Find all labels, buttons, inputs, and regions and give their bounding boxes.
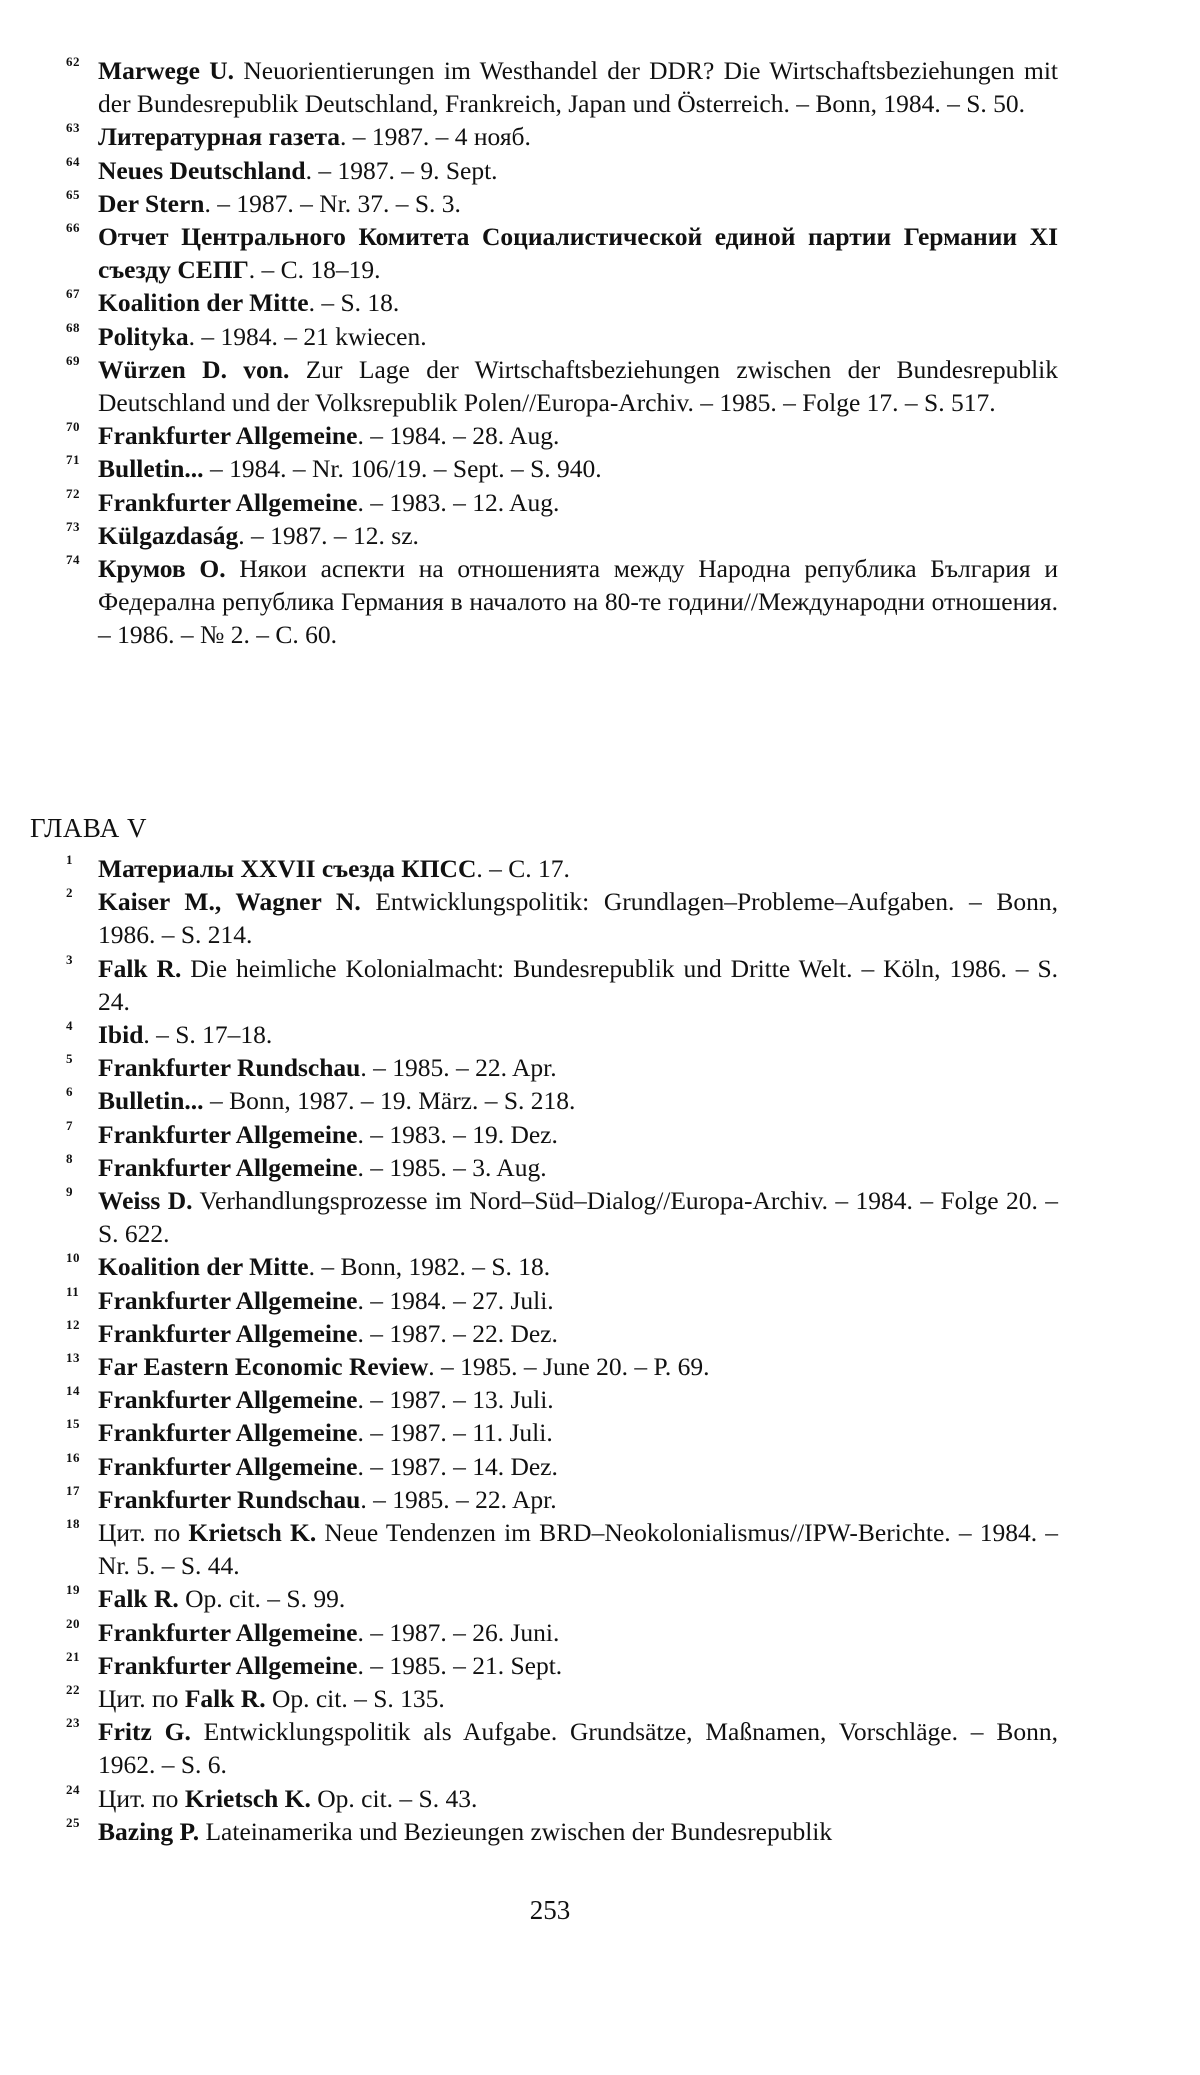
footnote-text: Литературная газета. – 1987. – 4 нояб. xyxy=(98,122,531,152)
footnote-item xyxy=(0,552,1058,652)
footnote-number: 68 xyxy=(66,319,80,335)
footnote-number: 11 xyxy=(66,1283,80,1299)
footnote-text: Материалы XXVII съезда КПСС. – С. 17. xyxy=(98,854,570,883)
footnote-text: Frankfurter Allgemeine. – 1984. – 27. Juli. xyxy=(98,1285,554,1315)
footnote-text: Far Eastern Economic Review. – 1985. – June 20. – P. 69. xyxy=(98,1352,710,1382)
footnote-number: 70 xyxy=(66,419,80,435)
footnote-item xyxy=(0,1815,1058,1848)
footnote-text: Frankfurter Allgemeine. – 1985. – 3. Aug. xyxy=(98,1152,547,1182)
footnote-item xyxy=(0,1516,1058,1582)
footnote-item xyxy=(0,952,1058,1018)
footnote-item xyxy=(0,1416,1058,1449)
footnote-item xyxy=(0,1284,1058,1317)
footnote-text: Отчет Центрального Комитета Социалистической единой партии Германии XI съезду СЕПГ. – С. 18–19. xyxy=(98,222,1058,285)
footnote-text: Frankfurter Allgemeine. – 1987. – 26. Juni. xyxy=(98,1617,560,1647)
footnote-number: 13 xyxy=(66,1350,80,1366)
footnote-text: Koalition der Mitte. – Bonn, 1982. – S. 18. xyxy=(98,1252,551,1282)
footnote-item xyxy=(0,852,1058,885)
footnote-text: Цит. по Falk R. Op. cit. – S. 135. xyxy=(98,1684,445,1714)
footnote-item xyxy=(0,1616,1058,1649)
footnote-number: 73 xyxy=(66,518,80,534)
footnote-number: 14 xyxy=(66,1383,80,1399)
footnote-text: Würzen D. von. Zur Lage der Wirtschaftsbeziehungen zwischen der Bundesrepublik Deutschland und der Volksrepublik Polen//Europa-Archiv. – 1985. – Folge 17. – S. 517. xyxy=(98,354,1058,418)
footnote-item xyxy=(0,1450,1058,1483)
footnote-number: 62 xyxy=(66,54,80,69)
footnote-text: Bazing P. Lateinamerika und Bezieungen zwischen der Bundesrepublik xyxy=(98,1816,833,1846)
footnote-number: 4 xyxy=(66,1018,73,1034)
footnote-text: Kaiser M., Wagner N. Entwicklungspolitik: Grundlagen–Probleme–Aufgaben. – Bonn, 1986. – S. 214. xyxy=(98,887,1058,950)
footnote-number: 16 xyxy=(66,1449,80,1465)
footnote-number: 7 xyxy=(66,1117,73,1133)
footnote-number: 17 xyxy=(66,1482,80,1498)
footnote-number: 23 xyxy=(66,1715,80,1731)
chapter-5-notes-list xyxy=(0,852,1200,1848)
footnote-item xyxy=(0,1317,1058,1350)
page-number: 253 xyxy=(529,1895,571,1925)
footnote-text: Frankfurter Allgemeine. – 1987. – 22. Dez. xyxy=(98,1318,558,1348)
footnote-number: 20 xyxy=(66,1615,80,1631)
footnote-text: Polityka. – 1984. – 21 kwiecen. xyxy=(98,321,427,351)
footnote-item xyxy=(0,1582,1058,1615)
footnote-text: Frankfurter Allgemeine. – 1987. – 13. Juli. xyxy=(98,1385,554,1415)
footnote-text: Külgazdaság. – 1987. – 12. sz. xyxy=(98,520,419,550)
footnote-number: 25 xyxy=(66,1814,80,1830)
footnote-number: 71 xyxy=(66,452,80,468)
footnote-item xyxy=(0,1350,1058,1383)
footnote-text: Koalition der Mitte. – S. 18. xyxy=(98,288,400,318)
footnote-number: 63 xyxy=(66,120,80,136)
footnote-item xyxy=(0,1715,1058,1781)
footnote-text: Ibid. – S. 17–18. xyxy=(98,1020,273,1050)
footnote-number: 66 xyxy=(66,220,80,236)
footnote-item xyxy=(0,1084,1058,1117)
footnote-item xyxy=(0,1184,1058,1250)
footnote-number: 9 xyxy=(66,1184,73,1200)
footnote-item xyxy=(0,452,1058,485)
footnote-text: Weiss D. Verhandlungsprozesse im Nord–Süd–Dialog//Europa-Archiv. – 1984. – Folge 20. – S. 622. xyxy=(98,1186,1058,1249)
footnote-text: Frankfurter Rundschau. – 1985. – 22. Apr. xyxy=(98,1053,557,1083)
footnote-item xyxy=(0,120,1058,153)
footnote-text: Der Stern. – 1987. – Nr. 37. – S. 3. xyxy=(98,188,461,218)
footnote-item xyxy=(0,519,1058,552)
footnote-number: 2 xyxy=(66,885,73,901)
footnote-item xyxy=(0,1151,1058,1184)
footnote-number: 19 xyxy=(66,1582,80,1598)
footnote-text: Neues Deutschland. – 1987. – 9. Sept. xyxy=(98,155,498,185)
footnote-item xyxy=(0,1018,1058,1051)
footnote-number: 15 xyxy=(66,1416,80,1432)
footnote-text: Frankfurter Allgemeine. – 1987. – 11. Juli. xyxy=(98,1418,553,1448)
footnote-item xyxy=(0,1383,1058,1416)
footnote-text: Frankfurter Allgemeine. – 1983. – 12. Aug. xyxy=(98,487,560,517)
footnote-text: Цит. по Krietsch K. Op. cit. – S. 43. xyxy=(98,1783,478,1813)
footnote-number: 10 xyxy=(66,1250,80,1266)
footnote-number: 6 xyxy=(66,1084,73,1100)
footnote-number: 18 xyxy=(66,1516,80,1532)
footnote-number: 24 xyxy=(66,1781,80,1797)
footnote-text: Frankfurter Allgemeine. – 1985. – 21. Sept. xyxy=(98,1650,563,1680)
footnote-number: 64 xyxy=(66,153,80,169)
footnote-item xyxy=(0,353,1058,419)
footnote-text: Falk R. Op. cit. – S. 99. xyxy=(98,1584,346,1614)
footnote-item xyxy=(0,1682,1058,1715)
footnote-number: 3 xyxy=(66,951,73,967)
footnote-item xyxy=(0,1782,1058,1815)
footnote-number: 8 xyxy=(66,1150,73,1166)
footnote-item xyxy=(0,1250,1058,1283)
footnote-item xyxy=(0,486,1058,519)
footnote-text: Frankfurter Allgemeine. – 1984. – 28. Aug. xyxy=(98,421,560,451)
footnote-number: 72 xyxy=(66,485,80,501)
footnote-number: 5 xyxy=(66,1051,73,1067)
footnote-item xyxy=(0,1118,1058,1151)
footnote-number: 21 xyxy=(66,1648,80,1664)
footnote-item xyxy=(0,220,1058,286)
footnote-item xyxy=(0,286,1058,319)
footnote-text: Marwege U. Neuorientierungen im Westhandel der DDR? Die Wirtschaftsbeziehungen mit der Bundesrepublik Deutschland, Frankreich, Japan und Österreich. – Bonn, 1984. – S. 50. xyxy=(98,56,1058,119)
footnote-text: Bulletin... – Bonn, 1987. – 19. März. – S. 218. xyxy=(98,1086,576,1116)
footnote-item xyxy=(0,1051,1058,1084)
footnote-text: Цит. по Krietsch K. Neue Tendenzen im BRD–Neokolonialismus//IPW-Berichte. – 1984. – Nr. 5. – S. 44. xyxy=(98,1518,1059,1581)
footnote-item xyxy=(0,187,1058,220)
footnote-item xyxy=(0,154,1058,187)
footnote-text: Falk R. Die heimliche Kolonialmacht: Bundesrepublik und Dritte Welt. – Köln, 1986. – S. 24. xyxy=(98,953,1058,1016)
footnote-item xyxy=(0,419,1058,452)
chapter-4-notes-list xyxy=(0,54,1200,652)
footnote-item xyxy=(0,320,1058,353)
footnote-text: Крумов О. Някои аспекти на отношенията между Народна република България и Федерална република Германия в началото на 80-те години//Международни отношения. – 1986. – № 2. – С. 60. xyxy=(98,554,1058,650)
footnote-number: 69 xyxy=(66,352,80,368)
footnote-item xyxy=(0,1649,1058,1682)
chapter-heading: ГЛАВА V xyxy=(30,813,147,843)
footnote-item xyxy=(0,1483,1058,1516)
footnote-text: Fritz G. Entwicklungspolitik als Aufgabe. Grundsätze, Maßnamen, Vorschläge. – Bonn, 1962. – S. 6. xyxy=(98,1717,1058,1780)
footnote-number: 1 xyxy=(66,852,73,867)
footnote-text: Frankfurter Rundschau. – 1985. – 22. Apr. xyxy=(98,1484,557,1514)
footnote-number: 67 xyxy=(66,286,80,302)
footnote-number: 65 xyxy=(66,186,80,202)
footnote-item xyxy=(0,885,1058,951)
footnote-number: 74 xyxy=(66,552,80,568)
footnote-number: 22 xyxy=(66,1682,80,1698)
footnote-text: Frankfurter Allgemeine. – 1983. – 19. Dez. xyxy=(98,1119,558,1149)
footnote-item xyxy=(0,54,1058,120)
footnote-text: Frankfurter Allgemeine. – 1987. – 14. Dez. xyxy=(98,1451,558,1481)
footnote-number: 12 xyxy=(66,1316,80,1332)
footnote-text: Bulletin... – 1984. – Nr. 106/19. – Sept. – S. 940. xyxy=(98,454,602,484)
